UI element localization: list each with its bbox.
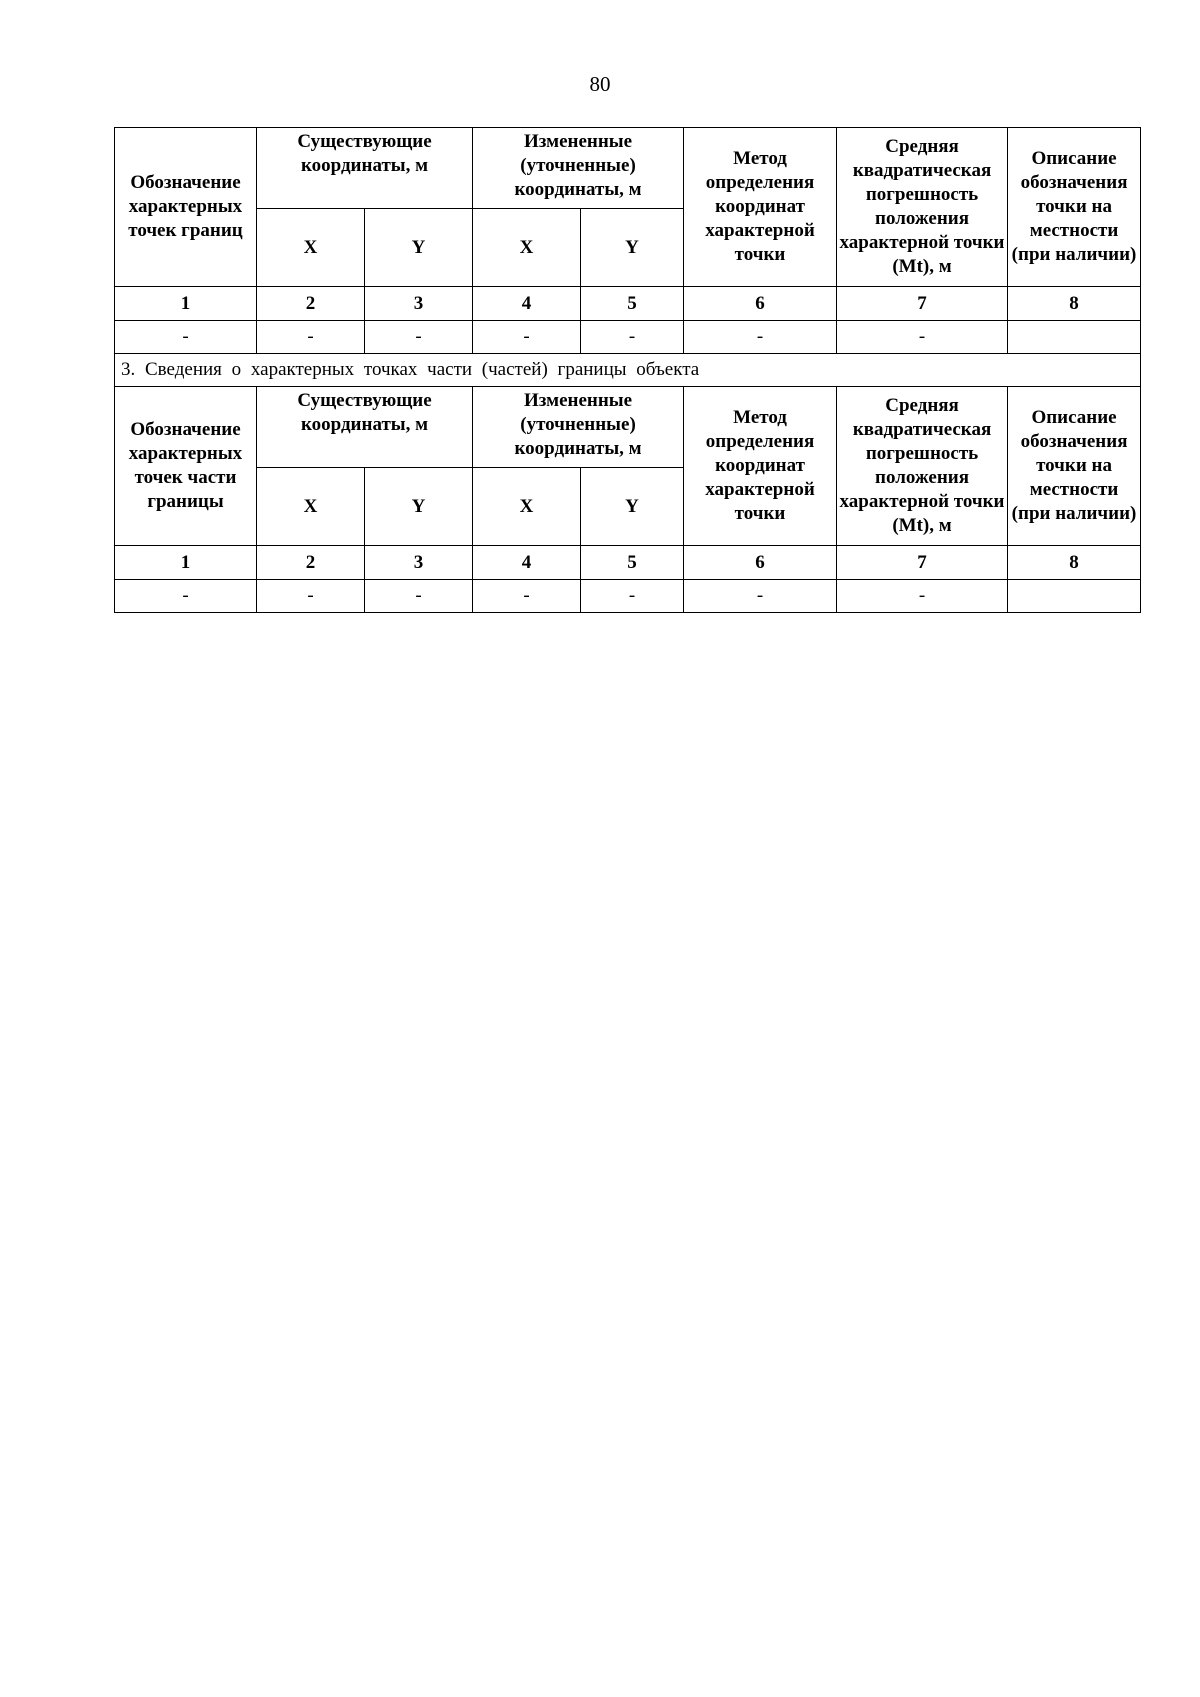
header-existing-y: Y xyxy=(365,468,473,546)
table-cell: - xyxy=(365,321,473,354)
coordinates-table xyxy=(114,127,1141,613)
column-number: 4 xyxy=(473,287,581,321)
table-cell: - xyxy=(581,580,684,613)
header-changed-y: Y xyxy=(581,209,684,287)
table-cell: - xyxy=(365,580,473,613)
column-number: 5 xyxy=(581,287,684,321)
column-number: 8 xyxy=(1008,546,1141,580)
column-number: 1 xyxy=(115,287,257,321)
header-designation-part: Обозначение характерных точек части границы xyxy=(115,387,257,546)
header-existing-coordinates: Существующие координаты, м xyxy=(257,387,473,468)
column-number: 3 xyxy=(365,546,473,580)
header-existing-coordinates: Существующие координаты, м xyxy=(257,128,473,209)
header-description: Описание обозначения точки на местности (при наличии) xyxy=(1008,128,1141,287)
table-cell: - xyxy=(115,321,257,354)
header-mean-error: Средняя квадратическая погрешность положения характерной точки (Mt), м xyxy=(837,387,1008,546)
table-row xyxy=(115,580,1141,613)
column-number: 7 xyxy=(837,546,1008,580)
table-cell: - xyxy=(473,321,581,354)
header-changed-x: X xyxy=(473,468,581,546)
table-cell: - xyxy=(837,580,1008,613)
column-number: 5 xyxy=(581,546,684,580)
column-number: 2 xyxy=(257,546,365,580)
column-number: 6 xyxy=(684,546,837,580)
table-cell: - xyxy=(115,580,257,613)
header-changed-x: X xyxy=(473,209,581,287)
header-changed-coordinates: Измененные (уточненные) координаты, м xyxy=(473,128,684,209)
header-existing-y: Y xyxy=(365,209,473,287)
column-number: 4 xyxy=(473,546,581,580)
table-cell: - xyxy=(473,580,581,613)
column-number: 7 xyxy=(837,287,1008,321)
header-designation: Обозначение характерных точек границ xyxy=(115,128,257,287)
table-cell: - xyxy=(581,321,684,354)
header-existing-x: X xyxy=(257,468,365,546)
section-title: 3. Сведения о характерных точках части (частей) границы объекта xyxy=(115,354,1141,387)
header-method: Метод определения координат характерной точки xyxy=(684,128,837,287)
header-changed-coordinates: Измененные (уточненные) координаты, м xyxy=(473,387,684,468)
column-numbers-row xyxy=(115,546,1141,580)
table-cell: - xyxy=(837,321,1008,354)
table-cell xyxy=(1008,580,1141,613)
table-cell: - xyxy=(684,580,837,613)
table-cell: - xyxy=(257,321,365,354)
table-cell: - xyxy=(684,321,837,354)
column-number: 2 xyxy=(257,287,365,321)
table-cell: - xyxy=(257,580,365,613)
column-number: 3 xyxy=(365,287,473,321)
table-row xyxy=(115,321,1141,354)
header-description: Описание обозначения точки на местности (при наличии) xyxy=(1008,387,1141,546)
header-method: Метод определения координат характерной точки xyxy=(684,387,837,546)
column-number: 8 xyxy=(1008,287,1141,321)
header-existing-x: X xyxy=(257,209,365,287)
page-number: 80 xyxy=(589,72,611,96)
column-number: 6 xyxy=(684,287,837,321)
column-numbers-row xyxy=(115,287,1141,321)
column-number: 1 xyxy=(115,546,257,580)
header-changed-y: Y xyxy=(581,468,684,546)
header-mean-error: Средняя квадратическая погрешность положения характерной точки (Mt), м xyxy=(837,128,1008,287)
table-cell xyxy=(1008,321,1141,354)
